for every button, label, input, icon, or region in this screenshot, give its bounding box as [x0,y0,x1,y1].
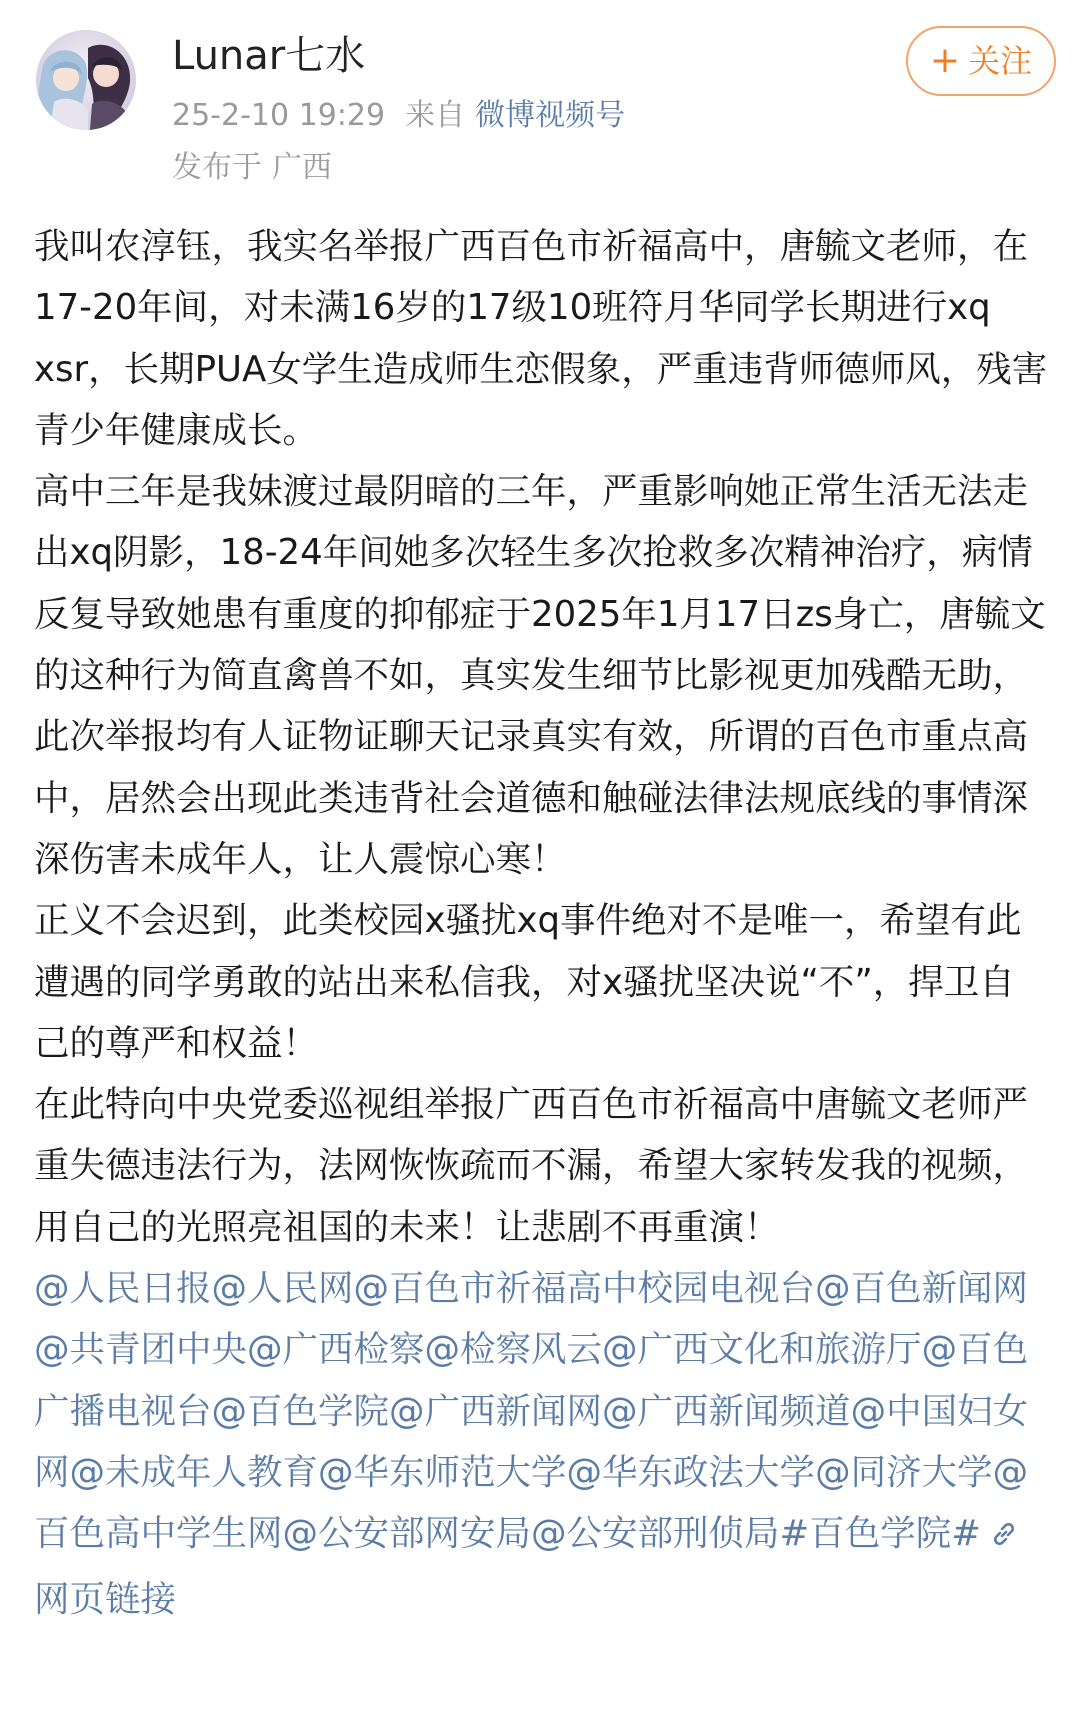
plus-icon: + [929,40,961,81]
mention-link[interactable]: @同济大学 [815,1451,993,1493]
mention-link[interactable]: @广西文化和旅游厅 [602,1329,922,1371]
mention-link[interactable]: @百色市祈福高中校园电视台 [353,1268,816,1310]
location-label: 发布于 [172,150,262,185]
mention-link[interactable]: @公安部网安局 [282,1513,532,1555]
follow-button[interactable] [906,26,1056,96]
author-name[interactable]: Lunar七水 [172,33,366,79]
post-paragraph: 我叫农淳钰，我实名举报广西百色市祈福高中，唐毓文老师，在17-20年间，对未满16岁的17级10班符月华同学长期进行xq xsr，长期PUA女学生造成师生恋假象，严重违背师德师风，残害青少年健康成长。 [34,226,1048,451]
anime-avatar-icon[interactable] [36,30,136,130]
mention-link[interactable]: @百色学院 [211,1390,390,1432]
post-header [0,0,1080,200]
mention-link[interactable]: @华东政法大学 [566,1451,816,1493]
mention-link[interactable]: @广西新闻频道 [602,1390,851,1432]
mention-link[interactable]: @公安部刑侦局 [531,1513,780,1555]
post-paragraph: 在此特向中央党委巡视组举报广西百色市祈福高中唐毓文老师严重失德违法行为，法网恢恢疏而不漏，希望大家转发我的视频，用自己的光照亮祖国的未来！让悲剧不再重演！ [34,1084,1029,1248]
post-body [34,216,1050,1630]
mention-link[interactable]: @华东师范大学 [318,1451,567,1493]
mention-link[interactable]: @人民网 [211,1268,354,1310]
mention-link[interactable]: @检察风云 [424,1329,603,1371]
location-value: 广西 [272,150,332,185]
mention-link[interactable]: @百色高中学生网 [34,1451,1029,1555]
post-meta [172,96,625,136]
mention-list [34,1258,1050,1630]
mention-link[interactable]: @广西新闻网 [389,1390,603,1432]
mention-link[interactable]: @中国妇女网 [34,1390,1029,1493]
source-link[interactable]: 微博视频号 [475,98,626,133]
mention-link[interactable]: @百色广播电视台 [34,1329,1029,1432]
mention-link[interactable]: @人民日报 [34,1268,212,1310]
hashtag-link[interactable]: #百色学院# [779,1513,982,1555]
web-link[interactable]: 网页链接 [34,1578,177,1620]
mention-link[interactable]: @共青团中央 [34,1329,248,1371]
link-icon [989,1507,1019,1568]
follow-label: 关注 [968,42,1033,80]
mention-link[interactable]: @百色新闻网 [815,1268,1029,1310]
post-timestamp: 25-2-10 19:29 [172,98,386,133]
mention-link[interactable]: @广西检察 [247,1329,425,1371]
post-paragraph: 高中三年是我妹渡过最阴暗的三年，严重影响她正常生活无法走出xq阴影，18-24年间她多次轻生多次抢救多次精神治疗，病情反复导致她患有重度的抑郁症于2025年1月17日zs身亡，唐毓文的这种行为简直禽兽不如，真实发生细节比影视更加残酷无助，此次举报均有人证物证聊天记录真实有效，所谓的百色市重点高中，居然会出现此类违背社会道德和触碰法律法规底线的事情深深伤害未成年人，让人震惊心寒！ [34,471,1046,880]
post-location [172,148,332,188]
mention-link[interactable]: @未成年人教育 [69,1451,319,1493]
post-paragraph: 正义不会迟到，此类校园x骚扰xq事件绝对不是唯一，希望有此遭遇的同学勇敢的站出来私信我，对x骚扰坚决说“不”，捍卫自己的尊严和权益！ [34,900,1022,1064]
source-label: 来自 [405,98,466,133]
